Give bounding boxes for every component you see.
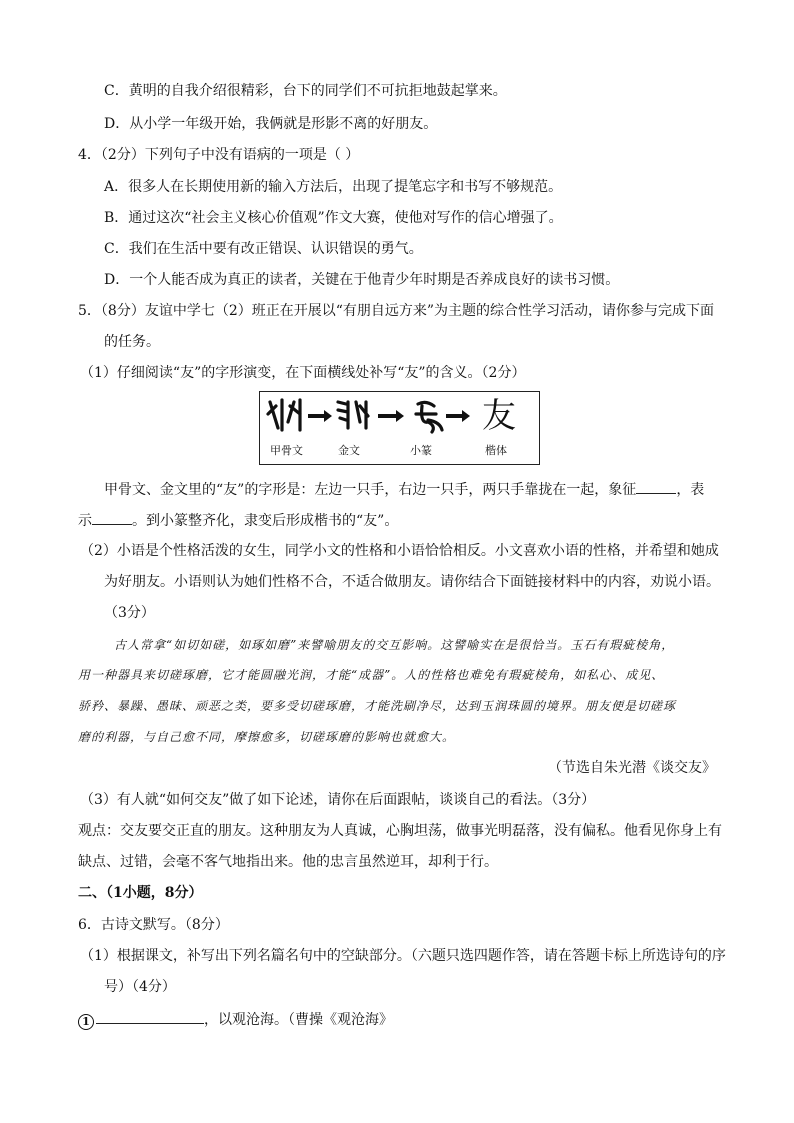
- arrow-icon: [446, 410, 470, 422]
- arrow-icon: [378, 410, 404, 422]
- paragraph-text: 。到小篆整齐化，隶变后形成楷书的“友”。: [132, 513, 399, 529]
- option-4c: C．我们在生活中要有改正错误、认识错误的勇气。: [104, 241, 423, 257]
- subquestion-5-2: （2）小语是个性格活泼的女生，同学小文的性格和小语恰恰相反。小文喜欢小语的性格，并希望和她成: [80, 543, 719, 559]
- viewpoint-line-1: 观点：交友要交正直的朋友。这种朋友为人真诚，心胸坦荡，做事光明磊落，没有偏私。他看见你身上有: [78, 823, 722, 839]
- circled-number-1: 1: [78, 1014, 94, 1030]
- question-5: 5．（8分）友谊中学七（2）班正在开展以“有朋自远方来”为主题的综合性学习活动，请你参与完成下面: [78, 303, 715, 319]
- option-3d: D．从小学一年级开始，我俩就是形影不离的好朋友。: [104, 116, 438, 132]
- quote-source: （节选自朱光潜《谈交友》: [548, 760, 716, 776]
- arrow-icon: [308, 410, 332, 422]
- option-3c: C．黄明的自我介绍很精彩，台下的同学们不可抗拒地鼓起掌来。: [104, 83, 507, 99]
- poem-text: ，以观沧海。（曹操《观沧海》: [204, 1012, 393, 1028]
- section-2-heading: 二、（1小题，8分）: [78, 885, 203, 901]
- quote-line-3: 骄矜、暴躁、愚昧、顽恶之类，要多受切磋琢磨，才能洗刷净尽，达到玉润珠圆的境界。朋友便是切磋琢: [78, 699, 677, 713]
- subquestion-5-1: （1）仔细阅读“友”的字形演变，在下面横线处补写“友”的含义。（2分）: [80, 365, 526, 381]
- caption-jinwen: 金文: [338, 444, 360, 457]
- option-4b: B．通过这次“社会主义核心价值观”作文大赛，使他对写作的信心增强了。: [104, 210, 563, 226]
- question-6: 6．古诗文默写。（8分）: [78, 917, 229, 933]
- character-evolution-figure: [259, 391, 540, 465]
- subquestion-6-1: （1）根据课文，补写出下列名篇名句中的空缺部分。（六题只选四题作答，请在答题卡标上所选诗句的序: [80, 948, 726, 964]
- answer-blank-2[interactable]: [92, 510, 132, 525]
- paragraph-1-line1: [104, 479, 704, 499]
- subquestion-5-3: （3）有人就“如何交友”做了如下论述，请你在后面跟帖，谈谈自己的看法。（3分）: [80, 792, 596, 808]
- option-4a: A．很多人在长期使用新的输入方法后，出现了提笔忘字和书写不够规范。: [104, 179, 563, 195]
- jiagu-glyph: [268, 400, 300, 430]
- viewpoint-line-2: 缺点、过错，会毫不客气地指出来。他的忠言虽然逆耳，却利于行。: [78, 854, 498, 870]
- paragraph-text: ，表: [676, 482, 705, 498]
- caption-kaishu: 楷体: [485, 444, 507, 457]
- subquestion-5-2-cont: 为好朋友。小语则认为她们性格不合，不适合做朋友。请你结合下面链接材料中的内容，劝说小语。: [104, 574, 720, 590]
- caption-xiaozhuan: 小篆: [410, 444, 432, 457]
- paragraph-text: 甲骨文、金文里的“友”的字形是：左边一只手，右边一只手，两只手靠拢在一起，象征: [104, 482, 637, 498]
- paragraph-1-line2: [78, 510, 398, 530]
- option-4d: D．一个人能否成为真正的读者，关键在于他青少年时期是否养成良好的读书习惯。: [104, 272, 620, 288]
- jinwen-glyph: [338, 402, 368, 428]
- arrows: [308, 410, 470, 422]
- subquestion-5-2-score: （3分）: [104, 605, 155, 621]
- subquestion-6-1-cont: 号）（4分）: [104, 979, 176, 995]
- question-5-cont: 的任务。: [104, 334, 160, 350]
- answer-blank-1[interactable]: [636, 479, 676, 494]
- caption-jiaguwen: 甲骨文: [270, 444, 303, 457]
- kaishu-glyph: 友: [482, 396, 516, 436]
- poem-line-1: [78, 1009, 393, 1030]
- answer-blank-poem-1[interactable]: [96, 1009, 204, 1024]
- quote-line-2: 用一种器具来切磋琢磨，它才能圆融光润，才能“成器”。人的性格也难免有瑕疵棱角，如私心、成见、: [78, 668, 665, 682]
- quote-line-1: 古人常拿“如切如磋，如琢如磨”来譬喻朋友的交互影响。这譬喻实在是很恰当。玉石有瑕疵棱角，: [114, 638, 675, 652]
- quote-line-4: 磨的利器，与自己愈不同，摩擦愈多，切磋琢磨的影响也就愈大。: [78, 730, 456, 744]
- question-4: 4．（2分）下列句子中没有语病的一项是（ ）: [78, 147, 360, 163]
- paragraph-text: 示: [78, 513, 92, 529]
- xiaozhuan-glyph: [416, 402, 442, 432]
